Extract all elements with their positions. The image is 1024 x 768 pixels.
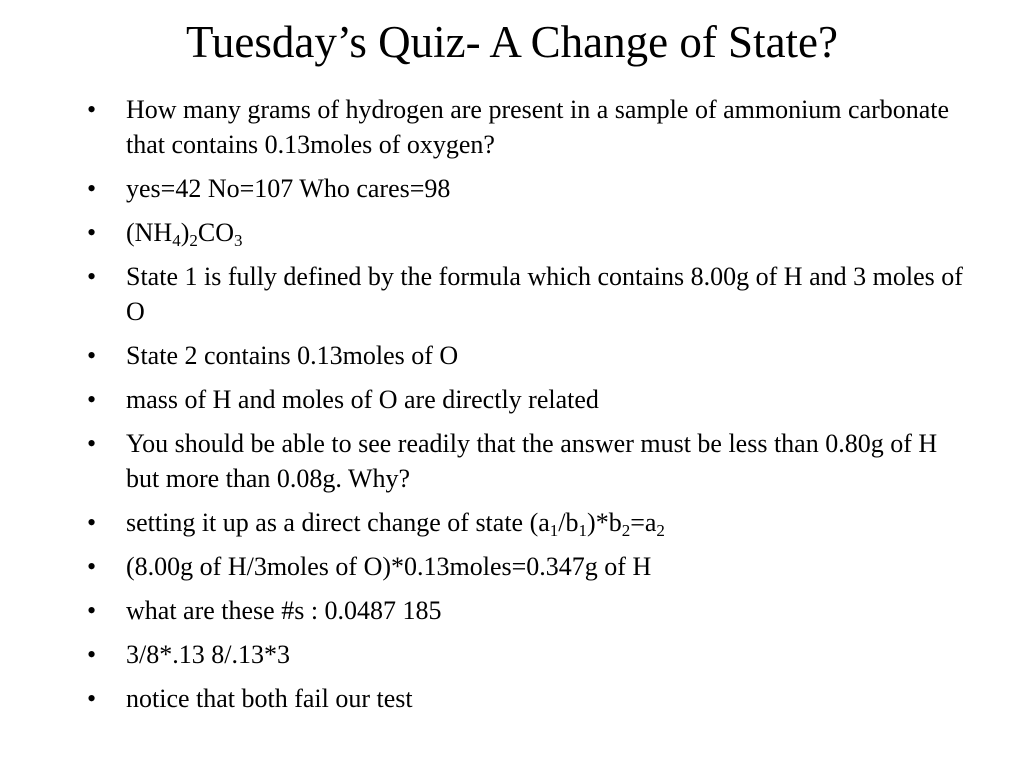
bullet-item: [83, 259, 963, 329]
text-segment: State 1 is fully defined by the formula which contains 8.00g of H and 3 moles of O: [126, 262, 963, 326]
bullet-marker: •: [87, 341, 97, 370]
bullet-item: [83, 681, 963, 716]
subscript: 2: [621, 521, 631, 540]
bullet-text: [126, 640, 290, 669]
text-segment: You should be able to see readily that the answer must be less than 0.80g of H but more than 0.08g. Why?: [126, 429, 938, 493]
bullet-item: [83, 171, 963, 206]
bullet-marker: •: [87, 508, 97, 537]
subscript: 3: [234, 231, 243, 250]
bullet-item: [83, 505, 963, 540]
text-segment: (8.00g of H/3moles of O)*0.13moles=0.347g of H: [126, 552, 652, 581]
text-segment: =a: [630, 508, 657, 537]
bullet-marker: •: [87, 174, 97, 203]
bullet-marker: •: [87, 596, 97, 625]
bullet-item: [83, 593, 963, 628]
bullet-text: [126, 429, 937, 493]
bullet-text: [126, 95, 949, 159]
bullet-marker: •: [87, 552, 97, 581]
subscript: 4: [172, 231, 181, 250]
text-segment: How many grams of hydrogen are present in a sample of ammonium carbonate that contains 0.13moles of oxygen?: [126, 95, 950, 159]
subscript: 1: [549, 521, 559, 540]
text-segment: State 2 contains 0.13moles of O: [126, 341, 459, 370]
bullet-item: [83, 382, 963, 417]
slide-title: Tuesday’s Quiz- A Change of State?: [185, 17, 839, 67]
bullet-text: [126, 174, 450, 203]
text-segment: setting it up as a direct change of state (a: [126, 508, 550, 537]
bullet-text: [126, 552, 651, 581]
bullet-marker: •: [87, 640, 97, 669]
bullet-text: [126, 508, 665, 540]
text-segment: yes=42 No=107 Who cares=98: [126, 174, 451, 203]
text-segment: notice that both fail our test: [126, 684, 413, 713]
subscript: 1: [578, 521, 588, 540]
text-segment: CO: [197, 218, 235, 247]
text-segment: /b: [558, 508, 579, 537]
bullet-text: [126, 218, 243, 250]
bullet-item: [83, 637, 963, 672]
text-segment: mass of H and moles of O are directly related: [126, 385, 599, 414]
text-segment: ): [180, 218, 190, 247]
bullet-item: [83, 92, 963, 162]
bullet-text: [126, 385, 599, 414]
bullet-marker: •: [87, 385, 97, 414]
subscript: 2: [656, 521, 665, 540]
bullet-text: [126, 684, 413, 713]
bullet-list: [83, 92, 963, 725]
bullet-text: [126, 341, 458, 370]
bullet-item: [83, 338, 963, 373]
bullet-marker: •: [87, 95, 97, 124]
bullet-marker: •: [87, 684, 97, 713]
bullet-text: [126, 262, 963, 326]
text-segment: 3/8*.13 8/.13*3: [126, 640, 290, 669]
subscript: 2: [189, 231, 198, 250]
bullet-item: [83, 426, 963, 496]
text-segment: (NH: [126, 218, 173, 247]
bullet-marker: •: [87, 262, 97, 291]
bullet-item: [83, 215, 963, 250]
bullet-marker: •: [87, 429, 97, 458]
bullet-item: [83, 549, 963, 584]
bullet-text: [126, 596, 442, 625]
text-segment: what are these #s : 0.0487 185: [126, 596, 442, 625]
text-segment: )*b: [587, 508, 622, 537]
bullet-marker: •: [87, 218, 97, 247]
